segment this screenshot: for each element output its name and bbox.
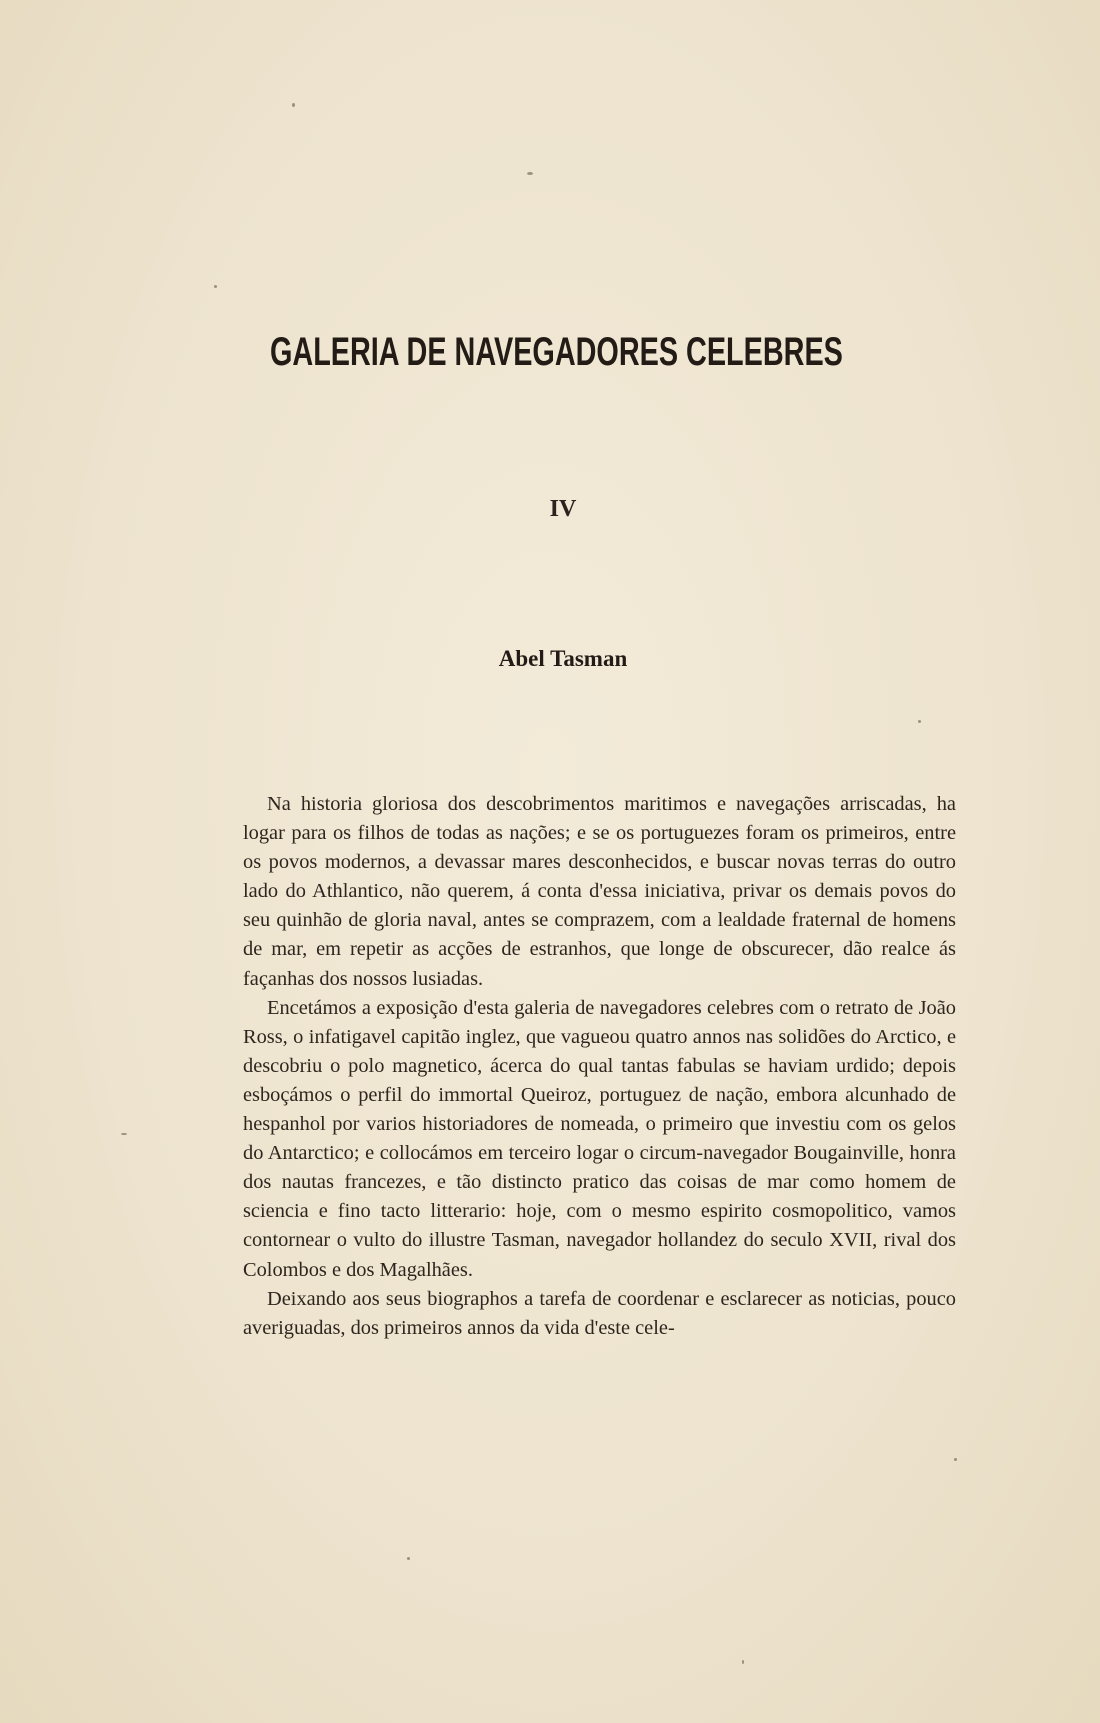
paper-speck bbox=[292, 103, 295, 107]
paper-speck bbox=[527, 172, 533, 175]
article-body bbox=[243, 790, 956, 1343]
paper-speck bbox=[214, 285, 217, 288]
page-title: GALERIA DE NAVEGADORES CELEBRES bbox=[270, 330, 843, 374]
paper-speck bbox=[918, 720, 921, 723]
paper-speck bbox=[954, 1458, 957, 1461]
paragraph-2: Encetámos a exposição d'esta galeria de navegadores celebres com o retrato de João Ross, o infatigavel capitão inglez, que vagueou quatro annos nas solidões do Arctico, e descobriu o polo magnetico, ácerca do qual tantas fabulas se haviam urdido; depois esboçámos o perfil do immortal Queiroz, portuguez de nação, embora alcunhado de hespanhol por varios historiadores de nomeada, o primeiro que investiu com os gelos do Antarctico; e collocámos em terceiro logar o circum-navegador Bougainville, honra dos nautas francezes, e tão distincto pratico das coisas de mar como homem de sciencia e fino tacto litterario: hoje, com o mesmo espirito cosmopolitico, vamos contornear o vulto do illustre Tasman, navegador hollandez do seculo XVII, rival dos Colombos e dos Magalhães. bbox=[243, 996, 956, 1281]
paragraph-1: Na historia gloriosa dos descobrimentos maritimos e navegações arriscadas, ha logar para os filhos de todas as nações; e se os portuguezes foram os primeiros, entre os povos modernos, a devassar mares desconhecidos, e buscar novas terras do outro lado do Athlantico, não querem, á conta d'essa iniciativa, privar os demais povos do seu quinhão de gloria naval, antes se comprazem, com a lealdade fraternal de homens de mar, em repetir as acções de estranhos, que longe de obscurecer, dão realce ás façanhas dos nossos lusiadas. bbox=[243, 793, 956, 990]
section-number: IV bbox=[549, 496, 577, 522]
paper-speck bbox=[742, 1660, 744, 1664]
paper-speck bbox=[121, 1133, 127, 1135]
paragraph-3: Deixando aos seus biographos a tarefa de coordenar e esclarecer as noticias, pouco averiguadas, dos primeiros annos da vida d'este cele- bbox=[243, 1287, 956, 1339]
paper-speck bbox=[407, 1557, 410, 1560]
section-subject: Abel Tasman bbox=[498, 646, 628, 671]
